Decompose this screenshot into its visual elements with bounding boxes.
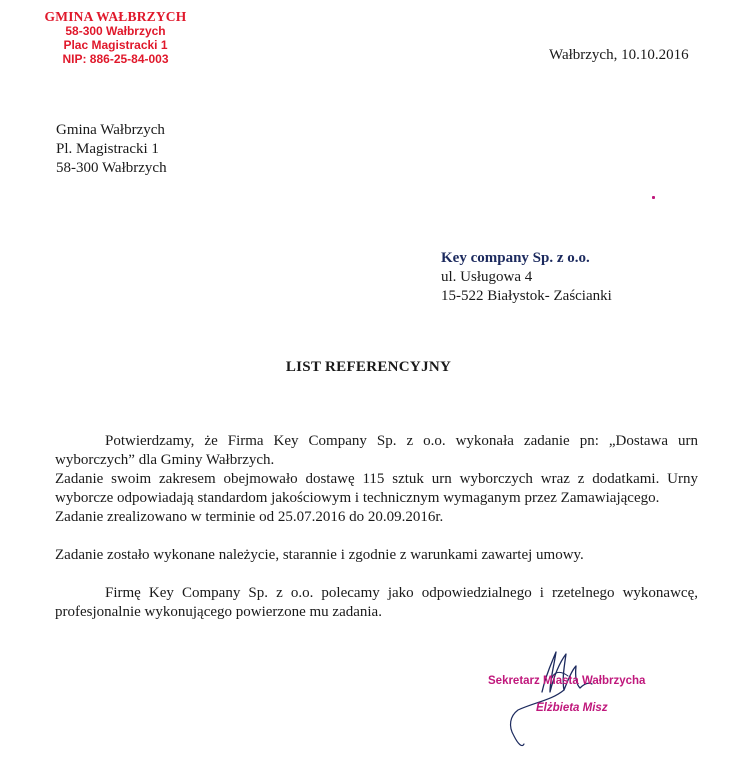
stamp-postal: 58-300 Wałbrzych — [65, 24, 166, 38]
handwritten-signature — [480, 640, 630, 760]
sender-line: 58-300 Wałbrzych — [56, 160, 167, 176]
ink-speck — [652, 196, 655, 199]
body-paragraph: Zadanie zostało wykonane należycie, starannie i zgodnie z warunkami zawartej umowy. — [55, 547, 584, 563]
sender-line: Gmina Wałbrzych — [56, 122, 165, 138]
recipient-line: ul. Usługowa 4 — [441, 269, 533, 285]
office-stamp — [28, 10, 203, 66]
body-paragraph: Firmę Key Company Sp. z o.o. polecamy jako odpowiedzialnego i rzetelnego wykonawcę, profesjonalnie wykonującego powierzone mu zadania. — [55, 585, 698, 620]
signatory-title: Sekretarz Miasta Wałbrzycha — [488, 675, 646, 687]
letter-heading: LIST REFERENCYJNY — [285, 359, 452, 375]
recipient-name: Key company Sp. z o.o. — [441, 250, 590, 266]
letter-body — [55, 432, 698, 622]
stamp-name: GMINA WAŁBRZYCH — [44, 9, 187, 24]
sender-line: Pl. Magistracki 1 — [56, 141, 159, 157]
recipient-line: 15-522 Białystok- Zaścianki — [441, 288, 612, 304]
letter-date: Wałbrzych, 10.10.2016 — [549, 47, 689, 63]
body-paragraph: Zadanie swoim zakresem obejmowało dostawę 115 sztuk urn wyborczych wraz z dodatkami. Urny wyborcze odpowiadają standardom jakościowym i technicznym wymaganym przez Zamawiającego. — [55, 471, 698, 506]
body-paragraph: Potwierdzamy, że Firma Key Company Sp. z o.o. wykonała zadanie pn: „Dostawa urn wyborczych” dla Gminy Wałbrzych. — [55, 433, 698, 468]
stamp-nip: NIP: 886-25-84-003 — [62, 52, 169, 66]
recipient-address — [441, 249, 612, 306]
body-paragraph: Zadanie zrealizowano w terminie od 25.07.2016 do 20.09.2016r. — [55, 509, 444, 525]
sender-address — [56, 121, 167, 178]
stamp-street: Plac Magistracki 1 — [63, 38, 168, 52]
signatory-name: Elżbieta Misz — [536, 702, 608, 714]
